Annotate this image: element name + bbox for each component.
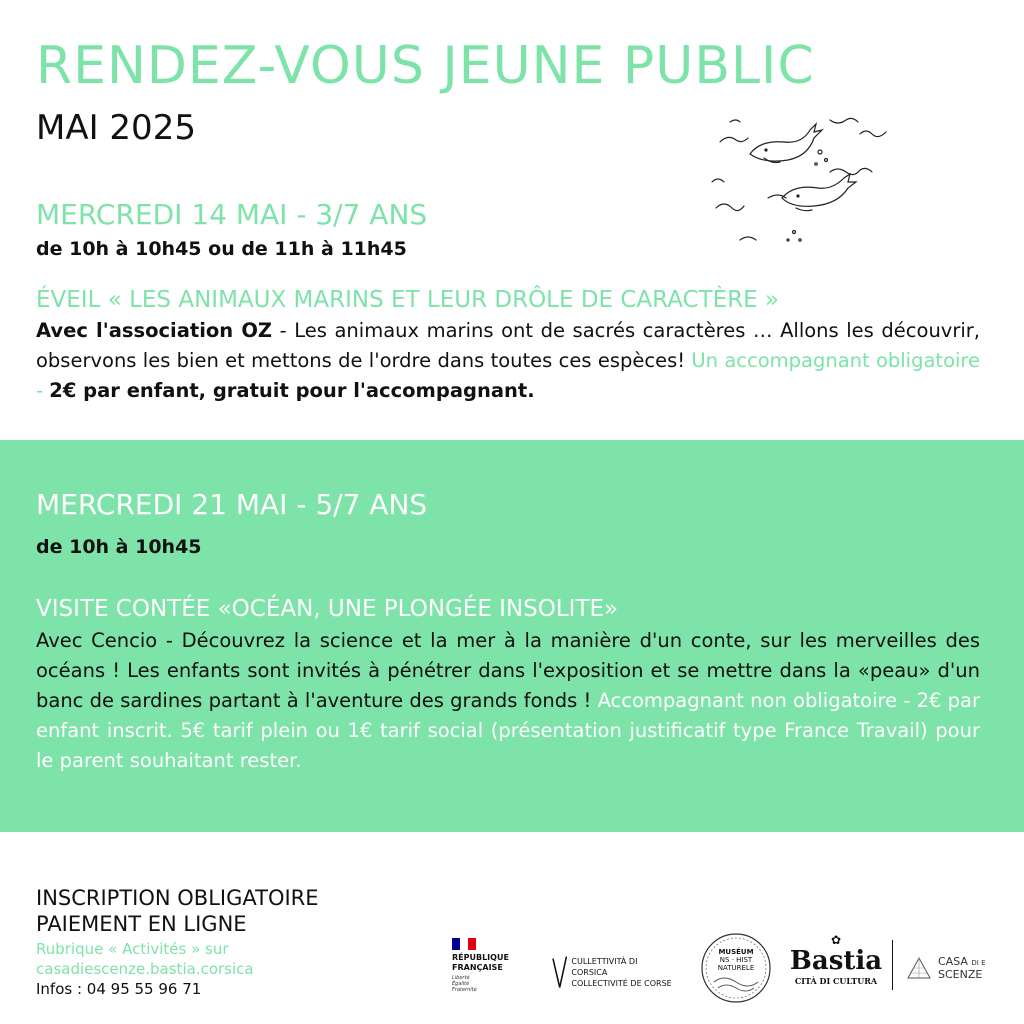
rf-line2: FRANÇAISE [452,963,503,972]
casa-di-scenze-logo [906,950,1006,986]
collectivite-corse-logo [552,952,672,992]
museum-line3: NATURELE [717,964,755,972]
whales-illustration [710,112,900,252]
rf-motto3: Fraternité [452,987,477,993]
footer-phone: Infos : 04 95 55 96 71 [36,980,202,998]
museum-line2: NS · HIST [719,956,753,964]
event-1-time: de 10h à 10h45 ou de 11h à 11h45 [36,238,407,260]
event-1-lead: Avec l'association OZ [36,319,273,342]
casa-line3: SCENZE [938,967,983,981]
event-2-description [36,626,980,776]
logo-divider [892,940,893,990]
footer-rubric: Rubrique « Activités » sur [36,940,229,958]
flag-white [460,938,468,950]
bastia-sub: CITÀ DI CULTURA [794,976,878,986]
french-flag-icon [452,938,476,950]
flag-blue [452,938,460,950]
event-2-text: Avec Cencio - Découvrez la science et la mer à la manière d'un conte, sur les merveilles des océans ! Les enfants sont invités à pénétrer dans l'exposition et se mettre dans la «peau» d'un banc de sardines partant à l'aventure des grands fonds ! [36,629,980,712]
corsica-line1: CULLETTIVITÀ DI CORSICA [571,956,638,977]
event-1-text: - Les animaux marins ont de sacrés caractères … Allons les découvrir, observons les bien et mettons de l'ordre dans toutes ces espèces! [36,319,980,372]
bastia-logo [788,934,884,998]
republique-francaise-logo [452,938,532,998]
rf-motto2: Égalité [452,981,470,987]
event-1-title: ÉVEIL « LES ANIMAUX MARINS ET LEUR DRÔLE DE CARACTÈRE » [36,287,780,313]
flag-red [468,938,476,950]
event-2-time: de 10h à 10h45 [36,536,202,558]
corsica-check-icon [552,954,567,990]
event-1-note: Un accompagnant obligatoire - [36,349,981,402]
footer-registration: INSCRIPTION OBLIGATOIRE [36,886,319,910]
event-2-title: VISITE CONTÉE «OCÉAN, UNE PLONGÉE INSOLITE» [36,596,619,622]
rf-line1: RÉPUBLIQUE [452,953,509,962]
event-1-price: 2€ par enfant, gratuit pour l'accompagnant. [49,379,535,402]
event-1-date: MERCREDI 14 MAI - 3/7 ANS [36,198,428,231]
bastia-flower-icon: ✿ [830,933,842,947]
casa-line2: DI E [971,958,986,967]
page-subtitle: MAI 2025 [36,108,196,148]
casa-line1: CASA [938,954,968,968]
event-2-note: Accompagnant non obligatoire - 2€ par enfant inscrit. 5€ tarif plein ou 1€ tarif social (présentation justificatif type France Travail) pour le parent souhaitant rester. [36,689,980,772]
corsica-line2: COLLECTIVITÉ DE CORSE [571,978,672,988]
footer-payment: PAIEMENT EN LIGNE [36,912,247,936]
event-2-date: MERCREDI 21 MAI - 5/7 ANS [36,488,428,521]
bastia-name: Bastia [789,946,883,976]
footer-website-link[interactable]: casadiescenze.bastia.corsica [36,960,254,978]
rf-motto1: Liberté [452,975,470,981]
page-title: RENDEZ-VOUS JEUNE PUBLIC [36,36,815,96]
event-1-description [36,316,980,406]
museum-line1: MUSÉUM [718,948,754,956]
museum-logo [700,932,772,1004]
casa-triangle-icon [906,956,932,980]
event-2-band [0,440,1024,832]
